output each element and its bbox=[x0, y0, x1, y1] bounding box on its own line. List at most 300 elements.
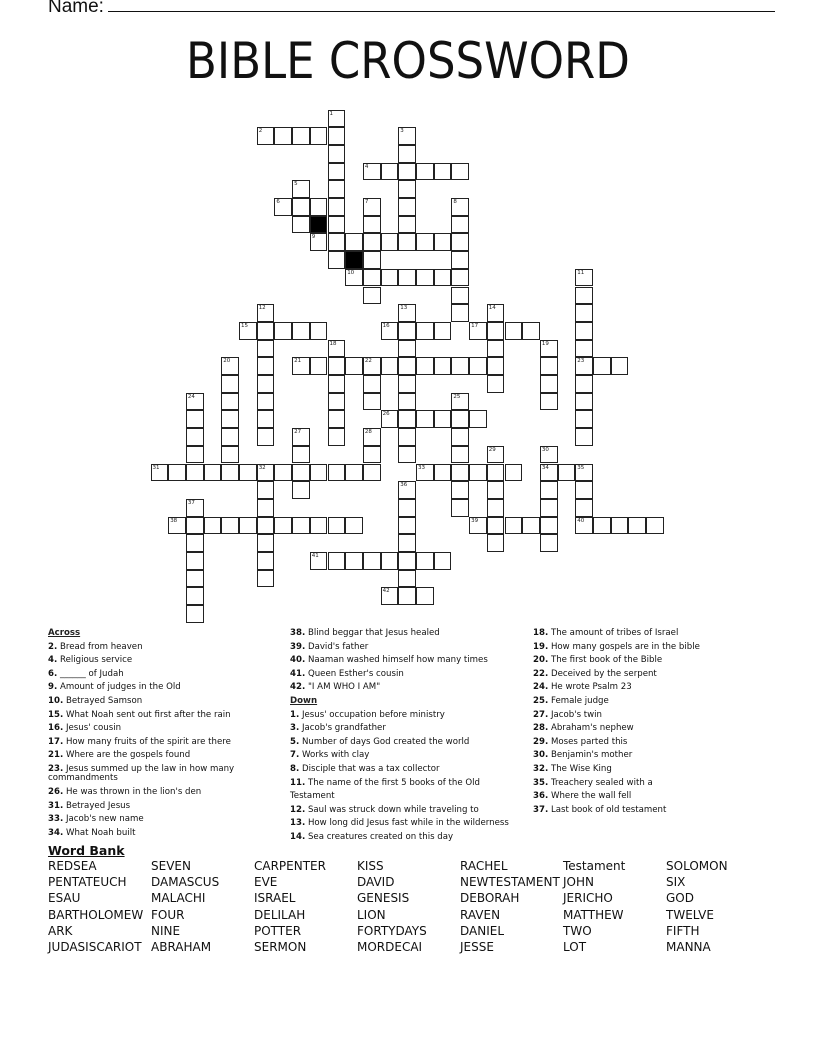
clue-number: 3 bbox=[400, 128, 404, 135]
grid-cell[interactable] bbox=[292, 481, 310, 499]
grid-cell[interactable] bbox=[416, 269, 434, 287]
grid-cell[interactable] bbox=[221, 517, 239, 535]
clue-item bbox=[48, 654, 273, 668]
grid-cell[interactable] bbox=[310, 357, 328, 375]
grid-cell[interactable] bbox=[575, 304, 593, 322]
clue-item bbox=[48, 668, 273, 682]
grid-cell[interactable] bbox=[257, 393, 275, 411]
grid-cell[interactable] bbox=[257, 517, 275, 535]
grid-cell[interactable] bbox=[292, 517, 310, 535]
grid-cell[interactable] bbox=[575, 340, 593, 358]
grid-cell[interactable] bbox=[398, 375, 416, 393]
grid-cell[interactable] bbox=[522, 517, 540, 535]
clue-text: Moses parted this bbox=[548, 736, 628, 747]
grid-cell[interactable] bbox=[328, 464, 346, 482]
grid-cell[interactable] bbox=[593, 517, 611, 535]
grid-cell[interactable] bbox=[381, 587, 399, 605]
grid-cell[interactable] bbox=[328, 375, 346, 393]
grid-cell[interactable] bbox=[575, 499, 593, 517]
grid-cell[interactable] bbox=[363, 393, 381, 411]
grid-cell[interactable] bbox=[274, 127, 292, 145]
grid-cell[interactable] bbox=[186, 570, 204, 588]
grid-cell[interactable] bbox=[416, 464, 434, 482]
grid-cell[interactable] bbox=[328, 198, 346, 216]
grid-cell[interactable] bbox=[363, 269, 381, 287]
grid-cell[interactable] bbox=[451, 446, 469, 464]
clue-text: "I AM WHO I AM" bbox=[305, 682, 381, 693]
grid-cell[interactable] bbox=[310, 322, 328, 340]
grid-cell[interactable] bbox=[611, 357, 629, 375]
grid-cell[interactable] bbox=[257, 464, 275, 482]
grid-cell[interactable] bbox=[257, 127, 275, 145]
grid-cell[interactable] bbox=[328, 552, 346, 570]
clue-text: Jacob's grandfather bbox=[299, 723, 386, 734]
clue-number: 11. bbox=[290, 777, 306, 788]
grid-cell[interactable] bbox=[274, 322, 292, 340]
grid-cell[interactable] bbox=[310, 233, 328, 251]
grid-cell[interactable] bbox=[469, 517, 487, 535]
clues-column-3 bbox=[533, 627, 773, 817]
grid-cell[interactable] bbox=[451, 428, 469, 446]
word-bank-item: FOUR bbox=[151, 907, 185, 922]
grid-cell[interactable] bbox=[186, 499, 204, 517]
grid-cell[interactable] bbox=[292, 127, 310, 145]
grid-cell[interactable] bbox=[487, 534, 505, 552]
clue-number: 13. bbox=[290, 818, 306, 829]
grid-cell[interactable] bbox=[328, 127, 346, 145]
grid-cell[interactable] bbox=[292, 464, 310, 482]
grid-cell[interactable] bbox=[363, 464, 381, 482]
grid-cell[interactable] bbox=[416, 163, 434, 181]
grid-cell[interactable] bbox=[522, 322, 540, 340]
clue-item bbox=[290, 627, 525, 641]
grid-cell[interactable] bbox=[487, 322, 505, 340]
grid-cell[interactable] bbox=[186, 410, 204, 428]
grid-cell[interactable] bbox=[257, 481, 275, 499]
grid-cell[interactable] bbox=[451, 410, 469, 428]
grid-cell[interactable] bbox=[451, 269, 469, 287]
grid-cell[interactable] bbox=[434, 464, 452, 482]
grid-cell[interactable] bbox=[328, 216, 346, 234]
grid-cell[interactable] bbox=[575, 375, 593, 393]
grid-cell[interactable] bbox=[239, 464, 257, 482]
grid-cell[interactable] bbox=[575, 322, 593, 340]
grid-cell[interactable] bbox=[575, 481, 593, 499]
clue-number: 6. bbox=[48, 668, 58, 679]
clue-item bbox=[533, 763, 773, 777]
grid-cell[interactable] bbox=[221, 357, 239, 375]
grid-cell[interactable] bbox=[398, 357, 416, 375]
clue-text: Where are the gospels found bbox=[63, 750, 191, 761]
clue-item bbox=[290, 641, 525, 655]
grid-cell[interactable] bbox=[257, 428, 275, 446]
grid-cell[interactable] bbox=[451, 481, 469, 499]
grid-cell[interactable] bbox=[398, 428, 416, 446]
grid-cell[interactable] bbox=[451, 304, 469, 322]
clue-text: Blind beggar that Jesus healed bbox=[305, 628, 440, 638]
clue-text: Jesus' occupation before ministry bbox=[299, 709, 445, 720]
clue-number: 23 bbox=[577, 358, 585, 365]
grid-cell[interactable] bbox=[487, 375, 505, 393]
word-bank-item: FORTYDAYS bbox=[357, 923, 427, 938]
grid-cell[interactable] bbox=[628, 517, 646, 535]
grid-cell[interactable] bbox=[611, 517, 629, 535]
clue-item bbox=[290, 654, 525, 668]
grid-cell[interactable] bbox=[221, 446, 239, 464]
grid-cell[interactable] bbox=[451, 499, 469, 517]
grid-cell[interactable] bbox=[168, 517, 186, 535]
grid-cell[interactable] bbox=[398, 322, 416, 340]
grid-cell[interactable] bbox=[310, 464, 328, 482]
grid-cell[interactable] bbox=[257, 304, 275, 322]
clue-item bbox=[533, 749, 773, 763]
grid-cell[interactable] bbox=[186, 464, 204, 482]
grid-cell[interactable] bbox=[398, 517, 416, 535]
clue-item bbox=[48, 749, 273, 763]
clue-number: 5 bbox=[294, 181, 298, 188]
grid-cell[interactable] bbox=[151, 464, 169, 482]
word-bank-item: ISRAEL bbox=[254, 891, 296, 906]
grid-cell[interactable] bbox=[451, 393, 469, 411]
word-bank-item: DEBORAH bbox=[460, 891, 520, 906]
grid-cell[interactable] bbox=[398, 180, 416, 198]
grid-cell[interactable] bbox=[398, 340, 416, 358]
clue-item bbox=[290, 804, 525, 818]
grid-cell[interactable] bbox=[274, 198, 292, 216]
grid-cell[interactable] bbox=[363, 251, 381, 269]
clue-item bbox=[48, 681, 273, 695]
clue-item bbox=[290, 763, 525, 777]
grid-cell[interactable] bbox=[328, 163, 346, 181]
grid-cell[interactable] bbox=[540, 357, 558, 375]
grid-cell[interactable] bbox=[451, 216, 469, 234]
grid-cell[interactable] bbox=[186, 428, 204, 446]
grid-cell[interactable] bbox=[221, 464, 239, 482]
grid-cell[interactable] bbox=[328, 145, 346, 163]
clue-number: 34 bbox=[541, 464, 549, 471]
word-bank-item: NINE bbox=[151, 923, 181, 938]
grid-cell[interactable] bbox=[274, 517, 292, 535]
grid-cell[interactable] bbox=[186, 393, 204, 411]
clue-item bbox=[533, 722, 773, 736]
clue-item bbox=[533, 777, 773, 791]
grid-cell[interactable] bbox=[540, 534, 558, 552]
grid-cell[interactable] bbox=[540, 340, 558, 358]
grid-cell[interactable] bbox=[186, 587, 204, 605]
word-bank-item: JERICHO bbox=[563, 891, 613, 906]
clue-number: 33. bbox=[48, 814, 64, 825]
clue-number: 2 bbox=[258, 128, 263, 135]
grid-cell[interactable] bbox=[328, 517, 346, 535]
grid-cell[interactable] bbox=[345, 552, 363, 570]
grid-cell[interactable] bbox=[416, 410, 434, 428]
clue-item bbox=[290, 668, 525, 682]
grid-cell[interactable] bbox=[434, 410, 452, 428]
grid-cell[interactable] bbox=[257, 570, 275, 588]
grid-cell[interactable] bbox=[540, 517, 558, 535]
grid-cell[interactable] bbox=[593, 357, 611, 375]
clue-number: 14 bbox=[488, 305, 496, 312]
grid-cell[interactable] bbox=[239, 517, 257, 535]
grid-cell[interactable] bbox=[328, 428, 346, 446]
grid-cell[interactable] bbox=[487, 517, 505, 535]
clue-number: 27 bbox=[294, 429, 302, 436]
clue-number: 19 bbox=[541, 340, 549, 347]
grid-cell[interactable] bbox=[186, 605, 204, 623]
grid-cell[interactable] bbox=[310, 517, 328, 535]
grid-cell[interactable] bbox=[434, 357, 452, 375]
grid-cell[interactable] bbox=[469, 464, 487, 482]
clue-item bbox=[48, 695, 273, 709]
grid-cell[interactable] bbox=[398, 410, 416, 428]
grid-cell[interactable] bbox=[434, 552, 452, 570]
grid-cell[interactable] bbox=[398, 534, 416, 552]
grid-cell[interactable] bbox=[363, 375, 381, 393]
grid-cell[interactable] bbox=[451, 287, 469, 305]
grid-cell[interactable] bbox=[257, 322, 275, 340]
grid-cell[interactable] bbox=[487, 481, 505, 499]
grid-cell[interactable] bbox=[434, 163, 452, 181]
clue-text: Disciple that was a tax collector bbox=[299, 763, 440, 774]
grid-cell[interactable] bbox=[292, 428, 310, 446]
grid-cell[interactable] bbox=[398, 499, 416, 517]
grid-cell[interactable] bbox=[328, 340, 346, 358]
clue-number: 24 bbox=[187, 393, 195, 400]
grid-cell[interactable] bbox=[416, 233, 434, 251]
grid-cell[interactable] bbox=[186, 446, 204, 464]
grid-cell[interactable] bbox=[363, 163, 381, 181]
grid-cell[interactable] bbox=[381, 269, 399, 287]
grid-cell[interactable] bbox=[239, 322, 257, 340]
grid-cell[interactable] bbox=[292, 198, 310, 216]
grid-cell[interactable] bbox=[363, 446, 381, 464]
grid-cell[interactable] bbox=[257, 552, 275, 570]
grid-cell[interactable] bbox=[328, 110, 346, 128]
grid-cell[interactable] bbox=[310, 198, 328, 216]
grid-cell[interactable] bbox=[469, 410, 487, 428]
grid-cell[interactable] bbox=[363, 287, 381, 305]
grid-cell[interactable] bbox=[398, 216, 416, 234]
clue-text: Betrayed Jesus bbox=[63, 800, 131, 811]
grid-cell[interactable] bbox=[575, 410, 593, 428]
grid-cell[interactable] bbox=[257, 410, 275, 428]
clue-number: 27. bbox=[533, 709, 549, 720]
grid-cell[interactable] bbox=[292, 216, 310, 234]
clue-text: Abraham's nephew bbox=[548, 723, 634, 734]
clue-item bbox=[48, 827, 273, 841]
grid-cell[interactable] bbox=[398, 145, 416, 163]
grid-cell[interactable] bbox=[398, 481, 416, 499]
grid-cell[interactable] bbox=[292, 180, 310, 198]
grid-cell[interactable] bbox=[381, 322, 399, 340]
grid-cell[interactable] bbox=[416, 357, 434, 375]
clue-item bbox=[48, 786, 273, 800]
grid-cell[interactable] bbox=[469, 357, 487, 375]
grid-cell[interactable] bbox=[328, 180, 346, 198]
grid-cell[interactable] bbox=[540, 375, 558, 393]
clue-text: Religious service bbox=[57, 655, 133, 666]
word-bank-item: JESSE bbox=[460, 940, 494, 955]
grid-cell[interactable] bbox=[398, 127, 416, 145]
grid-cell[interactable] bbox=[540, 464, 558, 482]
grid-cell[interactable] bbox=[398, 233, 416, 251]
grid-cell[interactable] bbox=[575, 517, 593, 535]
grid-cell[interactable] bbox=[646, 517, 664, 535]
word-bank-item: FIFTH bbox=[666, 923, 700, 938]
grid-cell[interactable] bbox=[398, 393, 416, 411]
grid-cell[interactable] bbox=[451, 233, 469, 251]
grid-cell[interactable] bbox=[363, 428, 381, 446]
grid-cell[interactable] bbox=[398, 446, 416, 464]
grid-cell[interactable] bbox=[540, 481, 558, 499]
grid-cell[interactable] bbox=[575, 269, 593, 287]
grid-cell[interactable] bbox=[292, 322, 310, 340]
grid-cell[interactable] bbox=[310, 127, 328, 145]
grid-cell[interactable] bbox=[451, 251, 469, 269]
clue-number: 11 bbox=[577, 269, 585, 276]
grid-cell[interactable] bbox=[363, 552, 381, 570]
grid-cell[interactable] bbox=[292, 446, 310, 464]
word-bank-item: KISS bbox=[357, 859, 384, 873]
grid-cell[interactable] bbox=[257, 499, 275, 517]
grid-cell[interactable] bbox=[186, 517, 204, 535]
word-bank-item: DAVID bbox=[357, 875, 395, 890]
clue-text: Naaman washed himself how many times bbox=[305, 655, 488, 666]
grid-cell[interactable] bbox=[487, 304, 505, 322]
word-bank-list bbox=[48, 858, 769, 955]
clue-number: 42. bbox=[290, 682, 306, 693]
grid-cell[interactable] bbox=[398, 587, 416, 605]
grid-cell[interactable] bbox=[345, 464, 363, 482]
grid-cell[interactable] bbox=[345, 269, 363, 287]
clue-text: Jacob's twin bbox=[548, 709, 603, 720]
grid-cell[interactable] bbox=[345, 357, 363, 375]
clue-number: 38. bbox=[290, 628, 306, 638]
grid-cell[interactable] bbox=[398, 570, 416, 588]
grid-cell[interactable] bbox=[328, 251, 346, 269]
grid-cell[interactable] bbox=[204, 517, 222, 535]
grid-cell[interactable] bbox=[451, 198, 469, 216]
clue-number: 28. bbox=[533, 723, 549, 734]
grid-cell[interactable] bbox=[487, 446, 505, 464]
grid-cell[interactable] bbox=[328, 393, 346, 411]
grid-cell[interactable] bbox=[505, 322, 523, 340]
grid-cell[interactable] bbox=[257, 357, 275, 375]
grid-cell[interactable] bbox=[540, 499, 558, 517]
grid-cell[interactable] bbox=[434, 233, 452, 251]
grid-cell[interactable] bbox=[451, 163, 469, 181]
grid-cell[interactable] bbox=[345, 233, 363, 251]
grid-cell[interactable] bbox=[434, 269, 452, 287]
word-bank-item: SIX bbox=[666, 875, 686, 890]
grid-cell[interactable] bbox=[487, 357, 505, 375]
grid-cell[interactable] bbox=[221, 393, 239, 411]
grid-cell[interactable] bbox=[434, 322, 452, 340]
grid-cell[interactable] bbox=[416, 322, 434, 340]
grid-cell[interactable] bbox=[575, 464, 593, 482]
grid-cell[interactable] bbox=[363, 357, 381, 375]
grid-cell[interactable] bbox=[575, 428, 593, 446]
grid-cell[interactable] bbox=[221, 410, 239, 428]
grid-cell[interactable] bbox=[575, 287, 593, 305]
grid-cell[interactable] bbox=[540, 446, 558, 464]
grid-cell[interactable] bbox=[381, 357, 399, 375]
grid-cell[interactable] bbox=[381, 163, 399, 181]
clue-number: 17 bbox=[471, 322, 479, 329]
word-bank-item: Testament bbox=[563, 859, 626, 873]
grid-cell[interactable] bbox=[469, 322, 487, 340]
grid-cell[interactable] bbox=[204, 464, 222, 482]
grid-cell[interactable] bbox=[398, 163, 416, 181]
clue-text: Where the wall fell bbox=[548, 791, 632, 802]
grid-cell[interactable] bbox=[451, 464, 469, 482]
grid-cell[interactable] bbox=[186, 534, 204, 552]
grid-cell[interactable] bbox=[575, 393, 593, 411]
grid-cell[interactable] bbox=[505, 464, 523, 482]
grid-cell[interactable] bbox=[381, 552, 399, 570]
clue-number: 9. bbox=[48, 682, 58, 693]
grid-cell[interactable] bbox=[558, 464, 576, 482]
clue-number: 12 bbox=[258, 305, 266, 312]
grid-cell[interactable] bbox=[540, 393, 558, 411]
grid-cell[interactable] bbox=[345, 517, 363, 535]
clue-number: 4 bbox=[364, 163, 369, 170]
clue-number: 10 bbox=[347, 269, 355, 276]
grid-cell[interactable] bbox=[363, 233, 381, 251]
grid-cell[interactable] bbox=[257, 340, 275, 358]
grid-cell[interactable] bbox=[487, 464, 505, 482]
grid-cell[interactable] bbox=[416, 552, 434, 570]
clue-number: 25 bbox=[453, 393, 461, 400]
grid-cell[interactable] bbox=[416, 587, 434, 605]
grid-cell[interactable] bbox=[398, 269, 416, 287]
grid-cell[interactable] bbox=[487, 340, 505, 358]
grid-cell[interactable] bbox=[381, 233, 399, 251]
grid-cell[interactable] bbox=[487, 499, 505, 517]
grid-cell[interactable] bbox=[292, 357, 310, 375]
clue-item bbox=[290, 709, 525, 723]
grid-cell[interactable] bbox=[310, 552, 328, 570]
grid-cell[interactable] bbox=[328, 357, 346, 375]
grid-cell[interactable] bbox=[328, 233, 346, 251]
clue-item bbox=[290, 681, 525, 695]
grid-cell[interactable] bbox=[363, 216, 381, 234]
clue-number: 39 bbox=[471, 517, 479, 524]
grid-cell[interactable] bbox=[257, 375, 275, 393]
grid-cell[interactable] bbox=[575, 357, 593, 375]
clue-text: The amount of tribes of Israel bbox=[548, 628, 679, 638]
grid-cell[interactable] bbox=[398, 198, 416, 216]
grid-cell[interactable] bbox=[221, 375, 239, 393]
grid-cell[interactable] bbox=[398, 552, 416, 570]
grid-cell[interactable] bbox=[168, 464, 186, 482]
clue-item bbox=[533, 654, 773, 668]
word-bank-item: ABRAHAM bbox=[151, 940, 212, 955]
grid-cell[interactable] bbox=[221, 428, 239, 446]
grid-cell[interactable] bbox=[451, 357, 469, 375]
grid-cell[interactable] bbox=[186, 552, 204, 570]
clue-text: Deceived by the serpent bbox=[548, 668, 657, 679]
grid-cell[interactable] bbox=[328, 410, 346, 428]
clue-number: 16 bbox=[382, 322, 390, 329]
grid-cell[interactable] bbox=[398, 304, 416, 322]
grid-cell[interactable] bbox=[274, 464, 292, 482]
grid-cell[interactable] bbox=[505, 517, 523, 535]
grid-cell[interactable] bbox=[381, 410, 399, 428]
grid-cell[interactable] bbox=[257, 534, 275, 552]
grid-cell[interactable] bbox=[363, 198, 381, 216]
clue-number: 28 bbox=[364, 429, 372, 436]
